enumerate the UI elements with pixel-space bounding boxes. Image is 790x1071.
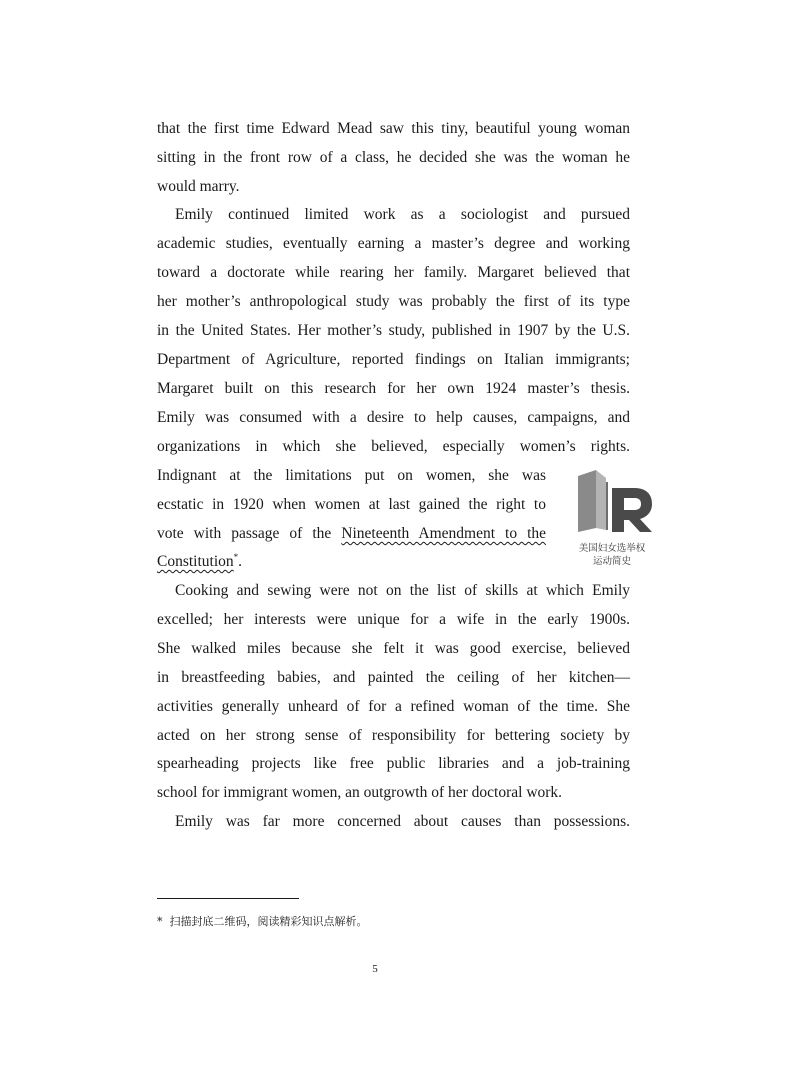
body-text-line: would marry. — [157, 178, 240, 195]
body-text-line: activities generally unheard of for a refined woman of the time. She — [157, 698, 630, 715]
footnote-marker: * — [157, 915, 163, 928]
body-text-line: in breastfeeding babies, and painted the ceiling of her kitchen— — [157, 669, 630, 686]
body-text-line — [157, 523, 546, 545]
constitution-link[interactable]: Constitution — [157, 553, 234, 570]
footnote-rule — [157, 898, 299, 899]
body-text-line: Emily was consumed with a desire to help causes, campaigns, and — [157, 409, 630, 426]
body-text-line: organizations in which she believed, especially women’s rights. — [157, 438, 630, 455]
body-text-line: school for immigrant women, an outgrowth of her doctoral work. — [157, 784, 563, 801]
body-text-line: acted on her strong sense of responsibility for bettering society by — [157, 727, 630, 744]
body-text-line: Margaret built on this research for her own 1924 master’s thesis. — [157, 380, 630, 397]
body-text-line: in the United States. Her mother’s study, published in 1907 by the U.S. — [157, 322, 630, 339]
body-text-line: She walked miles because she felt it was good exercise, believed — [157, 640, 630, 657]
body-text-line: that the first time Edward Mead saw this tiny, beautiful young woman — [157, 120, 630, 137]
body-text-segment: vote with passage of the — [157, 525, 332, 542]
body-text-line: spearheading projects like free public libraries and a job-training — [157, 755, 630, 772]
qr-book-logo[interactable] — [566, 468, 658, 572]
body-text-line: Indignant at the limitations put on women, she was — [157, 467, 546, 484]
body-text-line: toward a doctorate while rearing her family. Margaret believed that — [157, 264, 630, 281]
body-text-line: ecstatic in 1920 when women at last gained the right to — [157, 496, 546, 513]
body-text-line: excelled; her interests were unique for a wife in the early 1900s. — [157, 611, 630, 628]
body-text-segment: . — [238, 553, 243, 570]
body-text-line: Cooking and sewing were not on the list of skills at which Emily — [175, 582, 630, 599]
page-number: 5 — [372, 963, 378, 975]
book-r-logo-icon — [572, 468, 654, 536]
logo-caption-line2: 运动简史 — [592, 556, 631, 567]
body-text-line: sitting in the front row of a class, he decided she was the woman he — [157, 149, 630, 166]
body-text-line: Emily continued limited work as a sociologist and pursued — [175, 206, 630, 223]
body-text-line: Emily was far more concerned about causes than possessions. — [175, 813, 630, 830]
body-text-line: Department of Agriculture, reported findings on Italian immigrants; — [157, 351, 630, 368]
body-text-line — [157, 551, 357, 573]
footnote-text: 扫描封底二维码，阅读精彩知识点解析。 — [169, 915, 368, 928]
body-text-line: academic studies, eventually earning a master’s degree and working — [157, 235, 630, 252]
body-text-line: her mother’s anthropological study was probably the first of its type — [157, 293, 630, 310]
footnote-marker: * — [233, 551, 239, 562]
logo-caption-line1: 美国妇女选举权 — [578, 543, 646, 554]
nineteenth-amendment-link[interactable]: Nineteenth Amendment to the — [341, 525, 547, 542]
footnote — [157, 914, 368, 930]
